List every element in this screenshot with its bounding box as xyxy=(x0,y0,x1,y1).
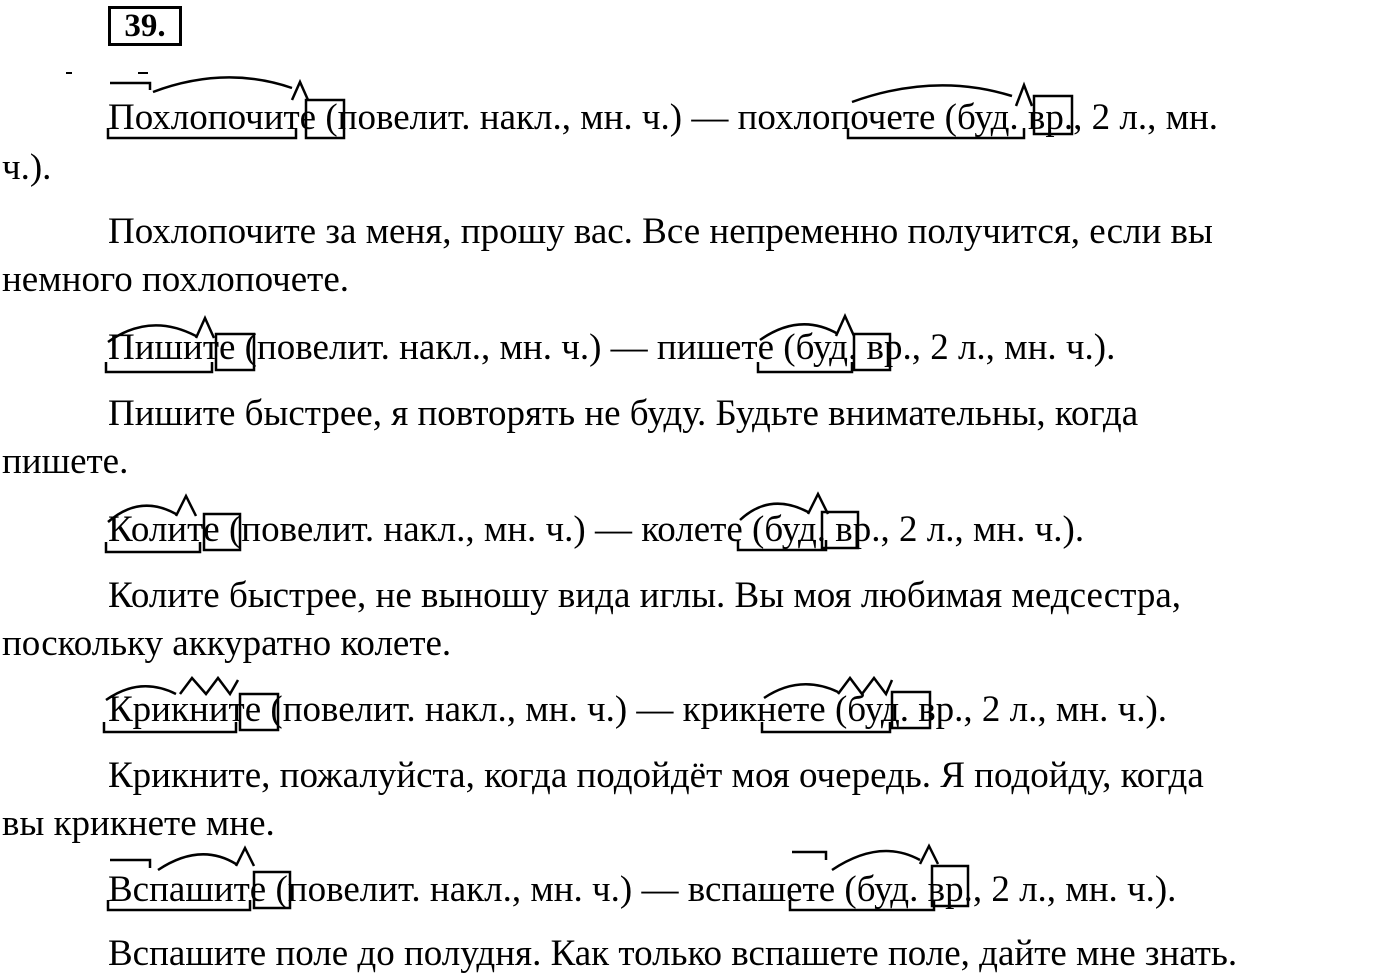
entry-2-example-line: Пишите быстрее, я повторять не буду. Будьте внимательны, когда xyxy=(108,393,1139,434)
entry-5-example-line: Вспашите поле до полудня. Как только вспашете поле, дайте мне знать. xyxy=(108,933,1238,974)
prefix-mark xyxy=(792,852,826,860)
root-arc xyxy=(153,77,292,92)
entry-1-example-line: Похлопочите за меня, прошу вас. Все непременно получится, если вы xyxy=(108,211,1213,252)
prefix-mark xyxy=(110,83,150,90)
entry-3-pair-line: Колите (повелит. накл., мн. ч.) — колете (буд. вр., 2 л., мн. ч.). xyxy=(108,509,1085,550)
stray-mark xyxy=(66,72,72,74)
suffix-mark xyxy=(920,846,938,864)
entry-5-pair-line: Вспашите (повелит. накл., мн. ч.) — вспашете (буд. вр., 2 л., мн. ч.). xyxy=(108,869,1177,910)
entry-1-pair-line-cont: ч.). xyxy=(2,147,52,188)
entry-4-example-line-cont: вы крикнете мне. xyxy=(2,803,275,844)
entry-4-example-line: Крикните, пожалуйста, когда подойдёт моя очередь. Я подойду, когда xyxy=(108,755,1204,796)
stray-mark xyxy=(138,72,148,74)
entry-4-pair-line: Крикните (повелит. накл., мн. ч.) — крикнете (буд. вр., 2 л., мн. ч.). xyxy=(108,689,1168,730)
entry-3-example-line-cont: поскольку аккуратно колете. xyxy=(2,623,452,664)
suffix-mark xyxy=(236,848,254,866)
entry-2-example-line-cont: пишете. xyxy=(2,441,129,482)
exercise-number: 39. xyxy=(108,6,182,46)
entry-3-example-line: Колите быстрее, не выношу вида иглы. Вы моя любимая медсестра, xyxy=(108,575,1182,616)
entry-1-pair-line: Похлопочите (повелит. накл., мн. ч.) — похлопочете (буд. вр., 2 л., мн. xyxy=(108,97,1219,138)
prefix-mark xyxy=(110,860,150,868)
entry-2-pair-line: Пишите (повелит. накл., мн. ч.) — пишете (буд. вр., 2 л., мн. ч.). xyxy=(108,327,1116,368)
entry-1-example-line-cont: немного похлопочете. xyxy=(2,259,350,300)
